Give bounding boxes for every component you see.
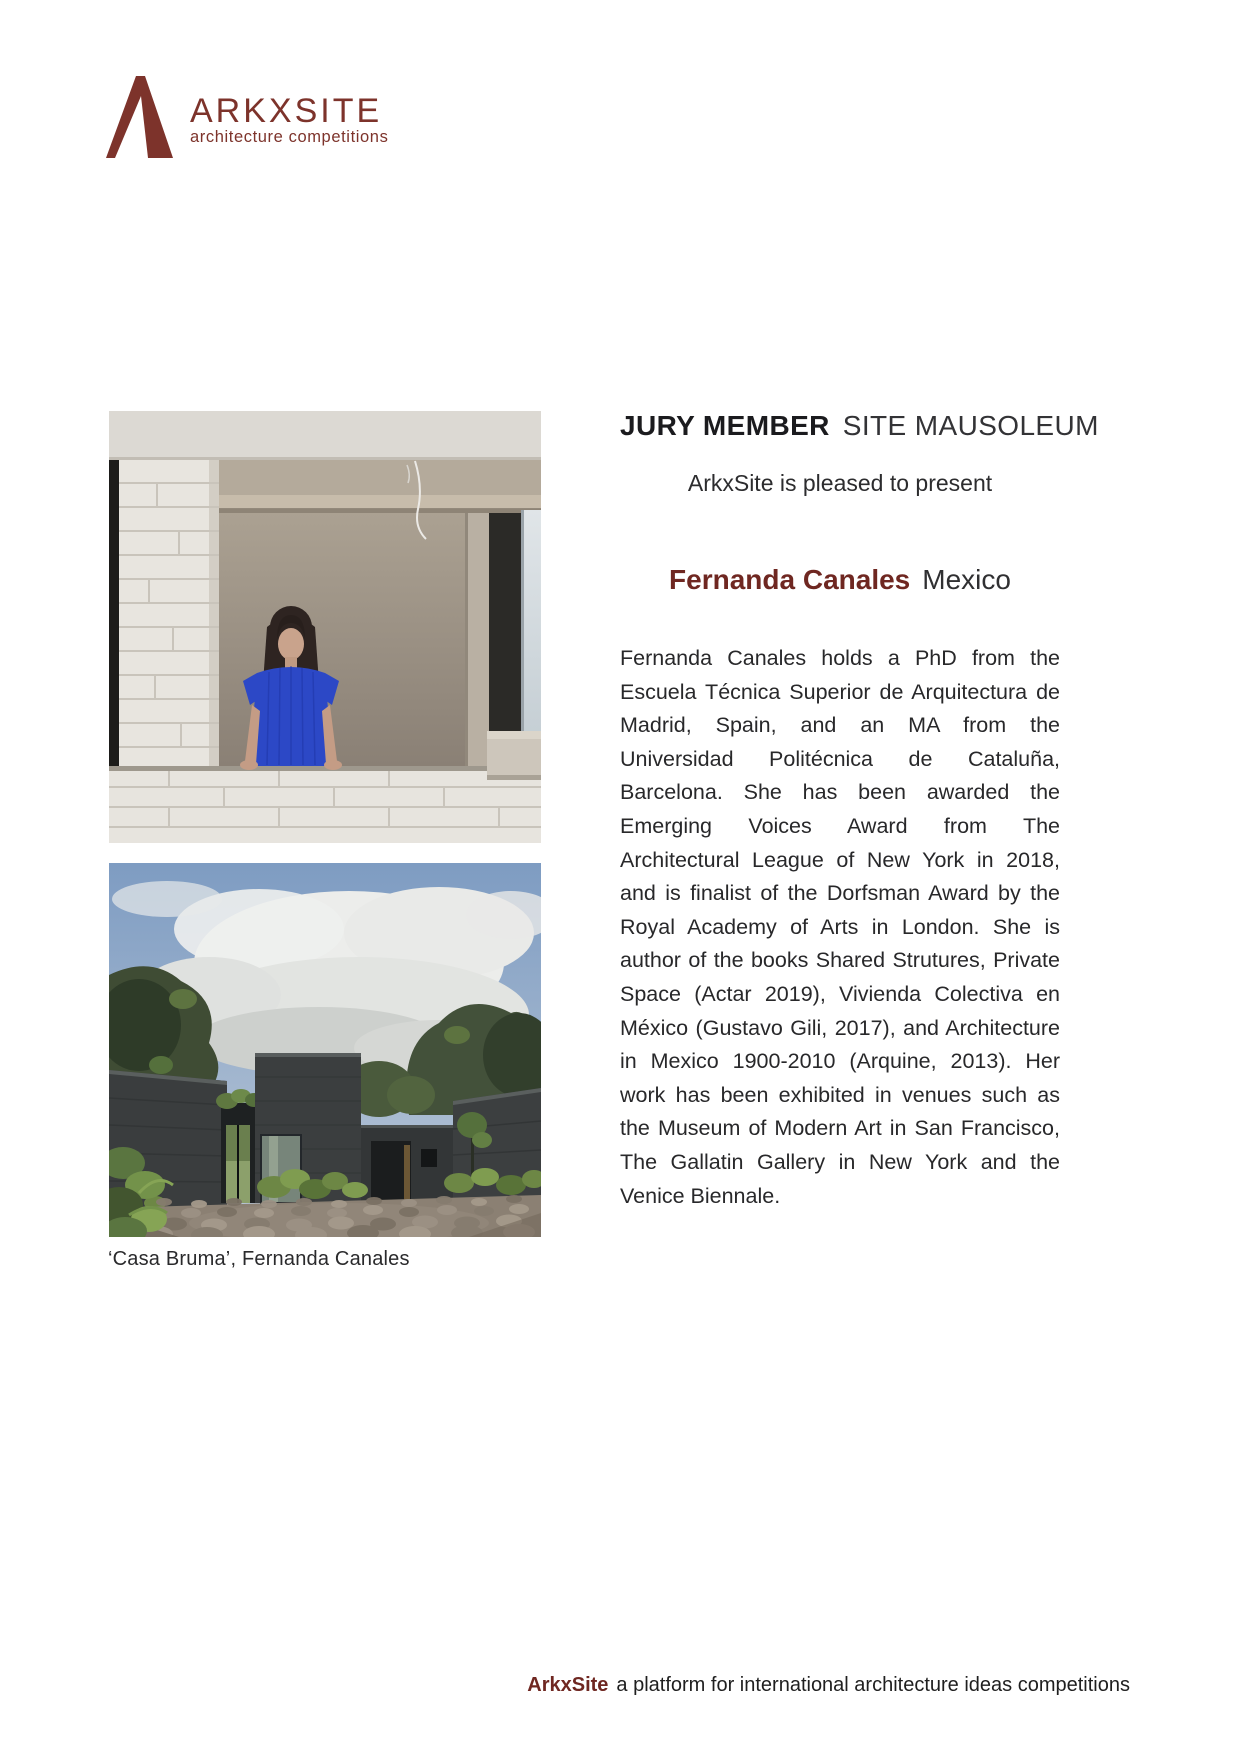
- jury-member-country: Mexico: [922, 564, 1011, 595]
- arkxsite-logo-tagline: architecture competitions: [190, 128, 389, 146]
- arkxsite-logo-text: [190, 92, 389, 147]
- page-footer: [527, 1674, 1130, 1697]
- portrait-photo: [109, 411, 541, 843]
- jury-member-bio: Fernanda Canales holds a PhD from the Escuela Técnica Superior de Arquitectura de Madrid, Spain, and an MA from the Universidad Politécnica de Cataluña, Barcelona. She has been awarded the Emerging Voices Award from The Architectural League of New York in 2018, and is finalist of the Dorfsman Award by the Royal Academy of Arts in London. She is author of the books Shared Strutures, Private Space (Actar 2019), Vivienda Colectiva en México (Gustavo Gili, 2017), and Architecture in Mexico 1900-2010 (Arquine, 2013). Her work has been exhibited in venues such as the Museum of Modern Art in San Francisco, The Gallatin Gallery in New York and the Venice Biennale.: [620, 646, 1060, 1208]
- arkxsite-logo: [100, 74, 388, 158]
- footer-brand: ArkxSite: [527, 1674, 609, 1696]
- casa-bruma-photo: [109, 863, 541, 1237]
- intro-line: ArkxSite is pleased to present: [687, 470, 993, 496]
- site-mausoleum-label: SITE MAUSOLEUM: [842, 410, 1099, 441]
- arkxsite-logo-name: ARKXSITE: [190, 92, 383, 130]
- jury-member-label: JURY MEMBER: [620, 410, 830, 441]
- jury-member-name: Fernanda Canales: [669, 564, 911, 595]
- page-title: [620, 410, 1099, 442]
- photo-caption: ‘Casa Bruma’, Fernanda Canales: [108, 1248, 410, 1270]
- arkxsite-logo-mark-icon: [100, 74, 176, 158]
- footer-text: a platform for international architecture ideas competitions: [616, 1674, 1130, 1696]
- jury-member-name-line: [620, 564, 1060, 596]
